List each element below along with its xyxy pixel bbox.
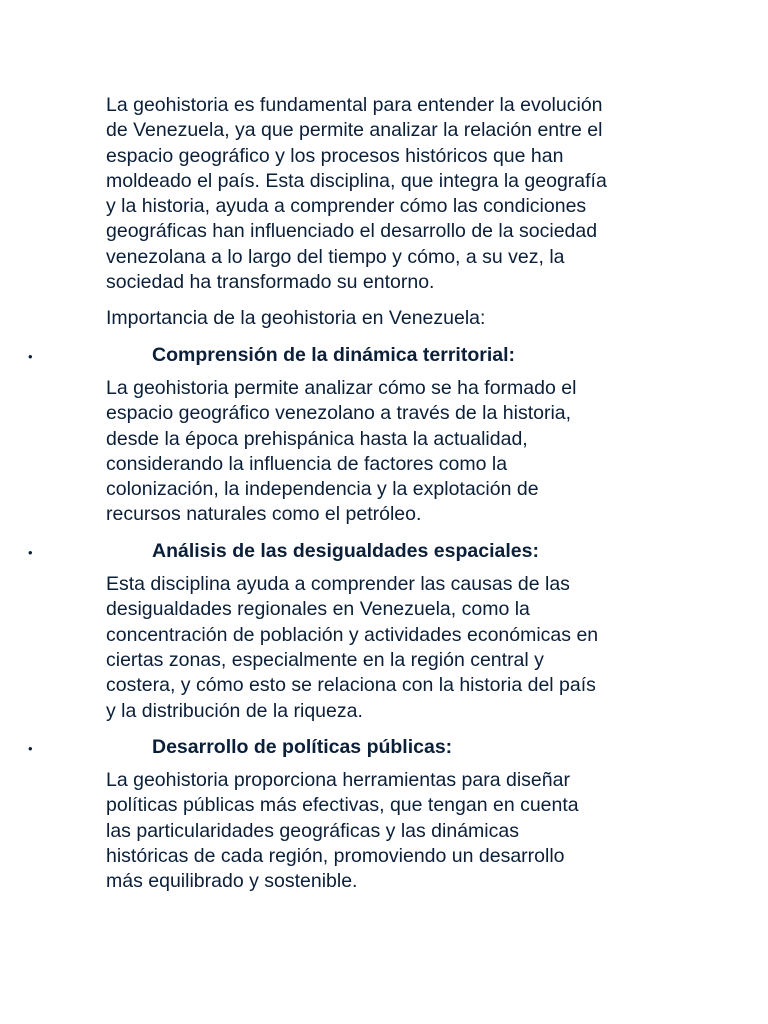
text-line: desigualdades regionales en Venezuela, como la [106,598,530,621]
bullet-heading [28,539,666,564]
intro-paragraph [106,93,666,295]
text-line: desde la época prehispánica hasta la actualidad, [106,427,528,450]
text-line: moldeado el país. Esta disciplina, que integra la geografía [106,169,607,192]
text-line: considerando la influencia de factores como la [106,452,508,475]
text-line: más equilibrado y sostenible. [106,870,358,893]
text-line: La geohistoria permite analizar cómo se ha formado el [106,376,577,399]
text-line: recursos naturales como el petróleo. [106,503,422,526]
text-line: concentración de población y actividades económicas en [106,623,599,646]
text-line: sociedad ha transformado su entorno. [106,271,435,294]
text-line: La geohistoria es fundamental para entender la evolución [106,94,603,116]
text-line: espacio geográfico y los procesos históricos que han [106,144,564,167]
text-line: venezolana a lo largo del tiempo y cómo, a su vez, la [106,245,565,268]
text-line: colonización, la independencia y la explotación de [106,478,539,501]
bullet-heading [28,343,666,368]
text-line: políticas públicas más efectivas, que tengan en cuenta [106,794,579,817]
text-line: La geohistoria proporciona herramientas para diseñar [106,769,570,792]
text-line: de Venezuela, ya que permite analizar la relación entre el [106,119,603,142]
bullet-marker: • [28,740,33,756]
bullet-title: Desarrollo de políticas públicas: [152,735,453,758]
text-line: las particularidades geográficas y las dinámicas [106,819,519,842]
bullet-paragraph [106,572,666,724]
text-line: y la historia, ayuda a comprender cómo las condiciones [106,195,587,218]
document-body [28,93,666,906]
text-line: y la distribución de la riqueza. [106,699,363,722]
text-line: Esta disciplina ayuda a comprender las causas de las [106,573,570,596]
text-line: espacio geográfico venezolano a través de la historia, [106,402,572,425]
bullet-paragraph [106,768,666,894]
text-line: ciertas zonas, especialmente en la región central y [106,648,544,671]
bullet-heading [28,735,666,760]
section-heading: Importancia de la geohistoria en Venezuela: [106,307,486,330]
text-line: costera, y cómo esto se relaciona con la historia del país [106,674,596,697]
bullet-title: Comprensión de la dinámica territorial: [152,343,515,366]
text-line: geográficas han influenciado el desarrollo de la sociedad [106,220,598,243]
bullet-marker: • [28,544,33,560]
bullet-paragraph [106,376,666,528]
text-line: históricas de cada región, promoviendo un desarrollo [106,845,565,868]
bullet-marker: • [28,348,33,364]
bullet-title: Análisis de las desigualdades espaciales: [152,539,539,562]
